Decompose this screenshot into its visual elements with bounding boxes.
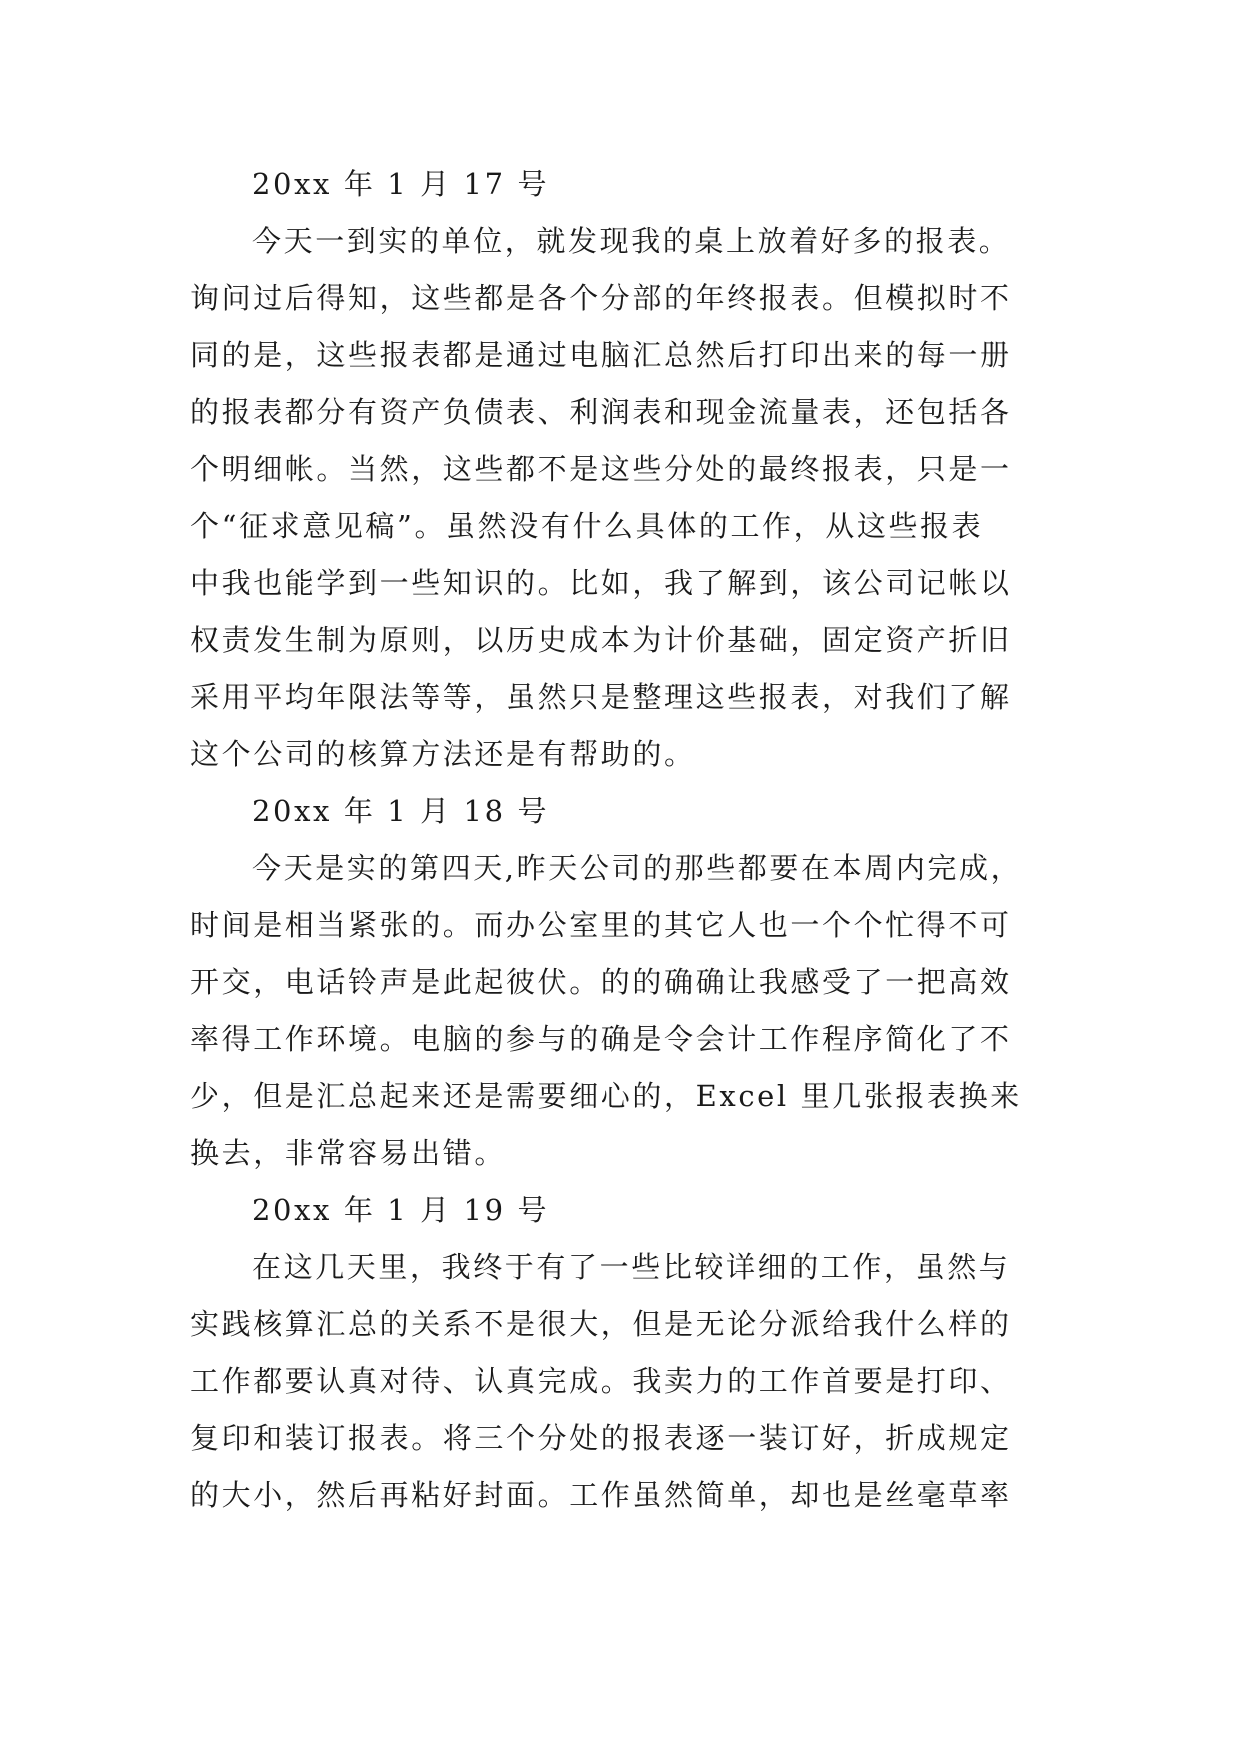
paragraph-line: 时间是相当紧张的。而办公室里的其它人也一个个忙得不可 bbox=[190, 908, 1012, 942]
paragraph-line: 的报表都分有资产负债表、利润表和现金流量表，还包括各 bbox=[190, 395, 1012, 429]
entry-date: 20xx 年 1 月 17 号 bbox=[252, 167, 550, 201]
paragraph-line: 询问过后得知，这些都是各个分部的年终报表。但模拟时不 bbox=[190, 281, 1012, 315]
paragraph-line: 在这几天里，我终于有了一些比较详细的工作，虽然与 bbox=[252, 1250, 1011, 1284]
paragraph-line: 权责发生制为原则，以历史成本为计价基础，固定资产折旧 bbox=[190, 623, 1012, 657]
paragraph-line: 开交，电话铃声是此起彼伏。的的确确让我感受了一把高效 bbox=[190, 965, 1012, 999]
paragraph-line: 率得工作环境。电脑的参与的确是令会计工作程序简化了不 bbox=[190, 1022, 1012, 1056]
entry-date: 20xx 年 1 月 19 号 bbox=[252, 1193, 550, 1227]
paragraph-line: 换去，非常容易出错。 bbox=[190, 1136, 507, 1170]
paragraph-line: 采用平均年限法等等，虽然只是整理这些报表，对我们了解 bbox=[190, 680, 1012, 714]
paragraph-line: 复印和装订报表。将三个分处的报表逐一装订好，折成规定 bbox=[190, 1421, 1012, 1455]
paragraph-line: 工作都要认真对待、认真完成。我卖力的工作首要是打印、 bbox=[190, 1364, 1012, 1398]
paragraph-line: 今天一到实的单位，就发现我的桌上放着好多的报表。 bbox=[252, 224, 1011, 258]
paragraph-line: 今天是实的第四天,昨天公司的那些都要在本周内完成， bbox=[252, 851, 1023, 885]
paragraph-line: 这个公司的核算方法还是有帮助的。 bbox=[190, 737, 696, 771]
paragraph-line: 个“征求意见稿”。虽然没有什么具体的工作，从这些报表 bbox=[190, 509, 984, 543]
paragraph-line: 个明细帐。当然，这些都不是这些分处的最终报表，只是一 bbox=[190, 452, 1012, 486]
paragraph-line: 同的是，这些报表都是通过电脑汇总然后打印出来的每一册 bbox=[190, 338, 1012, 372]
paragraph-line: 中我也能学到一些知识的。比如，我了解到，该公司记帐以 bbox=[190, 566, 1012, 600]
paragraph-line: 的大小，然后再粘好封面。工作虽然简单，却也是丝毫草率 bbox=[190, 1478, 1012, 1512]
entry-date: 20xx 年 1 月 18 号 bbox=[252, 794, 550, 828]
paragraph-line: 少，但是汇总起来还是需要细心的，Excel 里几张报表换来 bbox=[190, 1079, 1022, 1113]
paragraph-line: 实践核算汇总的关系不是很大，但是无论分派给我什么样的 bbox=[190, 1307, 1012, 1341]
